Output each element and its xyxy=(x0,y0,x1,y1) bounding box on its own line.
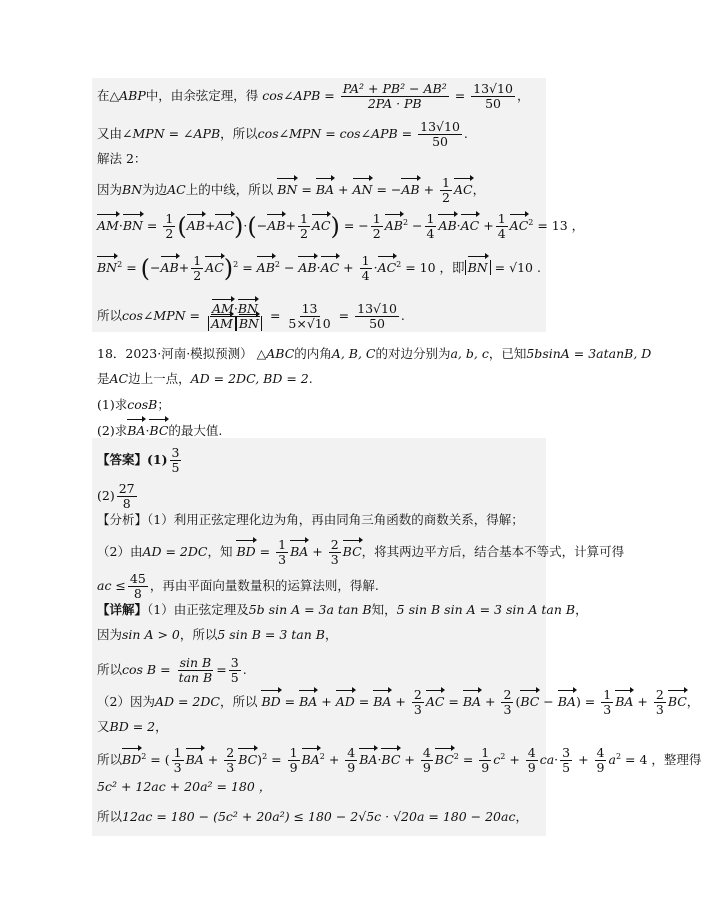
op: = − xyxy=(343,218,369,233)
numerator: 1 xyxy=(372,211,381,226)
text: 的内角 xyxy=(294,346,332,361)
fraction xyxy=(440,176,452,205)
text: ，再由平面向量数量积的运算法则，得解. xyxy=(149,578,379,593)
text: 上的中线，所以 xyxy=(185,182,274,197)
vector-ab: AB xyxy=(384,218,403,233)
formula: 5b sin A = 3a tan B xyxy=(248,602,372,617)
cos-mpn-result-line: 所以cos∠MPN = $\frac{AM\cdot BN}{\text{AM BN}}$ = $\frac{13}{5\times√10}$ = $\frac{13√10}{50}$ . xyxy=(97,301,405,331)
denominator: 2 xyxy=(165,226,174,241)
detail-line-6: 所以$BD^2$ = ( $\frac{1}{3}$ BA + $\frac{2}{3}$ BC)$^2$ = $\frac{1}{9}$ $BA^2$ + $\frac{4}{9}$ BA·BC + $\frac{4}{9}$ $BC^2$ = $\frac{1}{9}$ $c^2$ + $\frac{4}{9}$ ca· $\frac{3}{5}$ + $\frac{4}{9}$ $a^2 = 4$ ，整理得 xyxy=(97,745,701,775)
text: （1）由正弦定理及 xyxy=(147,602,249,617)
text: 又由 xyxy=(97,126,123,141)
vector-ab: AB xyxy=(401,182,420,197)
median-line xyxy=(97,176,485,205)
formula: △ABC xyxy=(256,346,295,361)
denominator: 5 xyxy=(171,460,180,475)
vector-ab: AB xyxy=(160,260,179,275)
numerator: PA² + PB² − AB² xyxy=(342,81,447,96)
op: = xyxy=(126,260,137,275)
formula: ac ≤ xyxy=(97,578,126,593)
text: 为边 xyxy=(142,182,168,197)
text: 是 xyxy=(97,371,110,386)
text: ， xyxy=(575,602,588,617)
detail-line-1 xyxy=(97,601,588,619)
formula: a, b, c xyxy=(450,346,489,361)
detail-line-3 xyxy=(97,656,247,685)
question-number: 18．2023·河南·模拟预测） xyxy=(97,346,253,361)
text: 在 xyxy=(97,88,110,103)
numerator: 1 xyxy=(426,211,435,226)
detail-line-8 xyxy=(97,808,528,826)
text: ， xyxy=(472,182,486,197)
analysis-line-1: 【分析】（1）利用正弦定理化边为角，再由同角三角函数的商数关系，得解； xyxy=(97,512,524,527)
text: ，所以 xyxy=(219,694,258,709)
denominator: 4 xyxy=(497,226,506,241)
text: (2) xyxy=(97,488,115,503)
vector-ab: AB xyxy=(267,218,286,233)
question-18-line-1 xyxy=(97,345,651,363)
numerator: 45 xyxy=(129,571,146,586)
equals: = xyxy=(450,88,470,103)
numerator: 1 xyxy=(299,211,308,226)
formula: cos B = xyxy=(122,662,171,677)
fraction: $\frac{AM\cdot BN}{\text{AM BN}}$ xyxy=(206,302,264,331)
op: + xyxy=(338,182,349,197)
text: ，所以 xyxy=(179,627,218,642)
formula: AD = 2DC xyxy=(154,694,220,709)
text: （2）由 xyxy=(97,544,143,559)
fraction xyxy=(128,572,148,601)
denominator: 50 xyxy=(369,316,385,331)
numerator: sin B xyxy=(179,655,212,670)
text: 因为 xyxy=(97,182,123,197)
detail-line-2 xyxy=(97,626,337,644)
analysis-line-3 xyxy=(97,572,379,601)
vector-ac: AC xyxy=(509,218,529,233)
vector-ba: BA xyxy=(127,423,146,438)
op: = − xyxy=(376,182,402,197)
fraction xyxy=(496,212,508,241)
vector-ac: AC xyxy=(460,218,480,233)
formula: 5 sin B sin A = 3 sin A tan B xyxy=(396,602,576,617)
segment: AC xyxy=(167,182,186,197)
denominator: 4 xyxy=(426,226,435,241)
fraction xyxy=(360,254,372,283)
denominator: 2PA · PB xyxy=(367,96,422,111)
text: (2)求 xyxy=(97,423,128,438)
text: = 4 ，整理得 xyxy=(625,752,701,767)
vector-ab: AB xyxy=(298,260,317,275)
numerator: 3 xyxy=(230,655,239,670)
detail-line-7: 5c² + 12ac + 20a² = 180 ， xyxy=(97,779,272,794)
denominator: 5×√10 xyxy=(288,316,331,331)
vector-bn: BN xyxy=(277,182,298,197)
denominator: 5 xyxy=(230,670,239,685)
text: ，已知 xyxy=(488,346,527,361)
formula: AD = 2DC xyxy=(142,544,208,559)
vector-ac: AC xyxy=(311,218,331,233)
numerator: 13√10 xyxy=(420,119,460,134)
fraction xyxy=(170,446,182,475)
formula: 5 sin B = 3 tan B xyxy=(217,627,325,642)
answer-line-1 xyxy=(97,446,183,475)
fraction xyxy=(286,302,332,331)
op: = xyxy=(301,182,312,197)
denominator: 50 xyxy=(432,134,448,149)
vector-bn: BN xyxy=(97,260,118,275)
text: . xyxy=(463,126,468,141)
solution-panel-top xyxy=(92,78,546,332)
text: 的最大值. xyxy=(168,423,223,438)
denominator: 4 xyxy=(361,268,370,283)
vector-ac: AC xyxy=(205,260,224,275)
text: ， xyxy=(324,627,338,642)
denominator: 8 xyxy=(133,586,142,601)
formula: sin A > 0 xyxy=(122,627,180,642)
bn-length-line: $BN^2 = (-AB+$ $\frac{1}{2}$ $AC)^2 = AB^2 - AB\cdot AC$ + $\frac{1}{4}$ $\cdot AC^2 = 10$ ，即 BN = √10 . xyxy=(97,253,541,283)
fraction xyxy=(229,656,241,685)
formula: AD = 2DC, BD = 2 xyxy=(190,371,309,386)
formula: 12ac = 180 − (5c² + 20a²) ≤ 180 − 2√5c · √20a = 180 − 20ac xyxy=(122,809,516,824)
text: ，知 xyxy=(207,544,233,559)
vector-bc: BC xyxy=(149,423,169,438)
text: ，将其两边平方后，结合基本不等式，计算可得 xyxy=(361,544,625,559)
text: ， xyxy=(686,694,700,709)
answer-line-2 xyxy=(97,482,139,511)
formula: AC xyxy=(109,371,129,386)
text: ， xyxy=(155,719,168,734)
segment: BN xyxy=(122,182,143,197)
numerator: 27 xyxy=(118,481,135,496)
text: 知， xyxy=(371,602,397,617)
angle-equality-line xyxy=(97,120,468,149)
denominator: 2 xyxy=(193,268,202,283)
text: 因为 xyxy=(97,627,123,642)
fraction xyxy=(163,212,175,241)
denominator: 2 xyxy=(442,190,450,205)
text: = √10 . xyxy=(494,260,541,275)
formula: 5bsinA = 3atanB, D xyxy=(526,346,652,361)
vector-am: AM xyxy=(97,218,119,233)
text: 的对边分别为 xyxy=(375,346,451,361)
method-2-heading: 解法 2： xyxy=(97,151,147,166)
text: 所以 xyxy=(97,752,123,767)
text: ， xyxy=(516,88,530,103)
vector-an: AN xyxy=(352,182,373,197)
answer-tag: 【答案】(1) xyxy=(97,452,168,467)
part-2-question: (2)求BA·BC的最大值. xyxy=(97,423,223,438)
text: ， xyxy=(515,809,528,824)
vector-ab: AB xyxy=(256,260,275,275)
text: （2）因为 xyxy=(97,694,155,709)
formula: cos∠MPN = cos∠APB = xyxy=(257,126,413,141)
numerator: 1 xyxy=(361,253,370,268)
op: = 13 ， xyxy=(537,218,585,233)
numerator: 13√10 xyxy=(357,301,397,316)
detail-line-4: （2）因为AD = 2DC，所以 BD = BA + AD = BA + $\frac{2}{3}$ AC = BA + $\frac{2}{3}$ (BC − BA) = $\frac{1}{3}$ BA + $\frac{2}{3}$ BC， xyxy=(97,687,700,717)
op: − xyxy=(412,218,423,233)
fraction xyxy=(418,120,462,149)
text: ，所以 xyxy=(220,126,258,141)
vector-ab: AB xyxy=(186,218,205,233)
denominator: 8 xyxy=(122,496,131,511)
op: + xyxy=(483,218,494,233)
abs-bn: BN xyxy=(465,260,491,275)
vector-ac: AC xyxy=(454,182,473,197)
text: = 10 ，即 xyxy=(405,260,465,275)
text: 所以 xyxy=(97,308,123,323)
question-18-line-2 xyxy=(97,370,313,388)
fraction xyxy=(471,82,515,111)
text: . xyxy=(308,371,313,386)
vector-ba: BA xyxy=(315,182,335,197)
formula: ∠MPN = ∠APB xyxy=(122,126,221,141)
text: ； xyxy=(157,397,170,412)
fraction xyxy=(355,302,399,331)
text: 又 xyxy=(97,719,110,734)
vector-ac: AC xyxy=(320,260,340,275)
denominator: 50 xyxy=(485,96,501,111)
op: = xyxy=(146,218,158,233)
formula: BD = 2 xyxy=(109,719,156,734)
vector-bn: BN xyxy=(122,218,143,233)
triangle-abp: △ABP xyxy=(109,88,146,103)
text: 所以 xyxy=(97,662,123,677)
formula: cos∠MPN = xyxy=(122,308,201,323)
text: . xyxy=(400,308,405,323)
numerator: 13√10 xyxy=(473,81,513,96)
fraction xyxy=(341,82,449,111)
fraction xyxy=(191,254,203,283)
denominator: tan B xyxy=(178,670,213,685)
fraction xyxy=(177,656,215,685)
formula: cos∠APB = xyxy=(262,88,335,103)
text: 边上一点， xyxy=(128,371,191,386)
analysis-line-2: （2）由AD = 2DC，知 BD = $\frac{1}{3}$ BA + $\frac{2}{3}$ BC，将其两边平方后，结合基本不等式，计算可得 xyxy=(97,537,625,567)
part-1-question xyxy=(97,396,170,414)
text: 所以 xyxy=(97,809,123,824)
numerator: 1 xyxy=(497,211,506,226)
op: = xyxy=(216,662,227,677)
text: 中，由余弦定理，得 xyxy=(145,88,259,103)
denominator: 2 xyxy=(372,226,381,241)
text: . xyxy=(242,662,247,677)
op: + xyxy=(423,182,435,197)
text: (1)求 xyxy=(97,397,128,412)
numerator: 1 xyxy=(442,175,450,190)
numerator: 13 xyxy=(301,301,318,316)
numerator: 3 xyxy=(171,445,180,460)
fraction xyxy=(371,212,383,241)
fraction xyxy=(117,482,137,511)
detail-line-5 xyxy=(97,718,168,736)
formula: A, B, C xyxy=(331,346,376,361)
dot-product-line: AM·BN = $\frac{1}{2}$ (AB+AC)·(−AB+ $\frac{1}{2}$ AC) = − $\frac{1}{2}$ $AB^2$ − $\frac{1}{4}$ AB·AC + $\frac{1}{4}$ $AC^2 = 13$ ， xyxy=(97,211,585,241)
fraction xyxy=(298,212,310,241)
detail-tag: 【详解】 xyxy=(97,602,148,617)
numerator: 1 xyxy=(165,211,174,226)
numerator: 1 xyxy=(193,253,202,268)
vector-ac: AC xyxy=(215,218,235,233)
vector-ac: AC xyxy=(377,260,397,275)
denominator: 2 xyxy=(299,226,308,241)
exponent: 2 xyxy=(117,259,123,269)
cosine-law-line xyxy=(97,82,529,111)
fraction xyxy=(425,212,437,241)
formula: cosB xyxy=(127,397,158,412)
vector-ab: AB xyxy=(438,218,457,233)
